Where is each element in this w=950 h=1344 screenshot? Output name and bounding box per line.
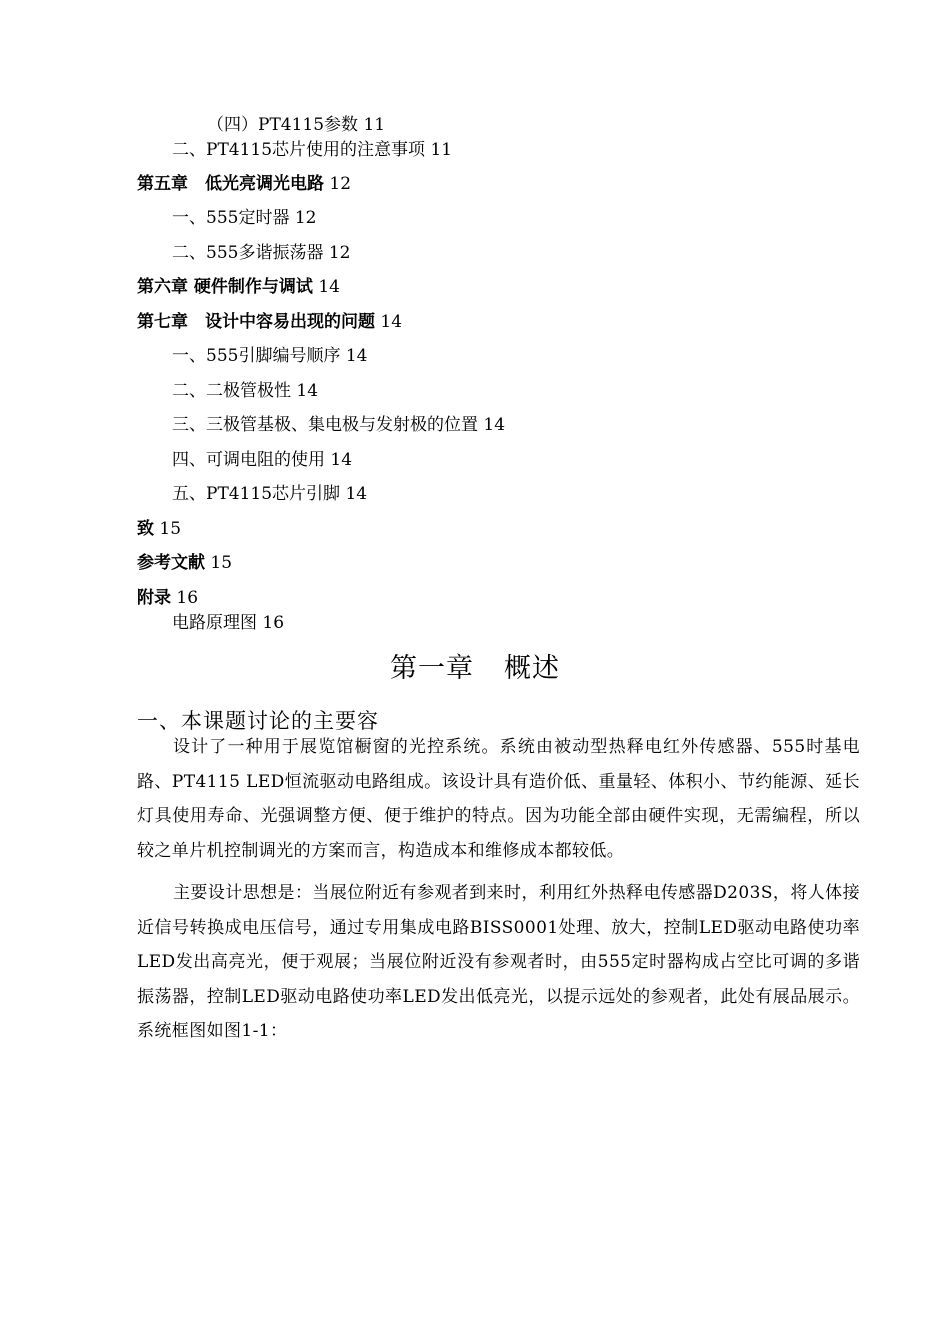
toc-entry-bold: 参考文献	[137, 553, 205, 573]
chapter-title	[0, 652, 950, 686]
toc-entry-bold: 第七章 设计中容易出现的问题	[137, 312, 375, 332]
toc-entry[interactable]	[172, 207, 316, 229]
toc-entry-text: 15	[205, 553, 233, 573]
toc-entry-text: 电路原理图 16	[172, 613, 285, 633]
toc-entry[interactable]	[172, 345, 367, 367]
toc-entry[interactable]	[137, 276, 340, 298]
toc-entry[interactable]	[172, 380, 318, 402]
toc-entry[interactable]	[207, 114, 385, 136]
toc-entry-text: 16	[171, 588, 199, 608]
toc-entry-text: （四）PT4115参数 11	[207, 115, 386, 135]
toc-entry[interactable]	[172, 612, 284, 634]
chapter-number: 第一章	[390, 653, 474, 684]
toc-entry-text: 一、555定时器 12	[172, 208, 317, 228]
toc-entry-text: 14	[312, 277, 340, 297]
body-paragraph: 主要设计思想是：当展位附近有参观者到来时，利用红外热释电传感器D203S，将人体接近信号转换成电压信号，通过专用集成电路BISS0001处理、放大，控制LED驱动电路使功率LED发出高亮光，便于观展；当展位附近没有参观者时，由555定时器构成占空比可调的多谐振荡器，控制LED驱动电路使功率LED发出低亮光，以提示远处的参观者，此处有展品展示。系统框图如图1-1：	[137, 883, 860, 1041]
toc-entry-bold: 致	[137, 519, 154, 539]
toc-entry-text: 14	[375, 312, 403, 332]
toc-entry-text: 一、555引脚编号顺序 14	[172, 346, 368, 366]
body-paragraph: 设计了一种用于展览馆橱窗的光控系统。系统由被动型热释电红外传感器、555时基电路、PT4115 LED恒流驱动电路组成。该设计具有造价低、重量轻、体积小、节约能源、延长灯具使用寿命、光强调整方便、便于维护的特点。因为功能全部由硬件实现，无需编程，所以较之单片机控制调光的方案而言，构造成本和维修成本都较低。	[137, 737, 860, 861]
section-heading: 一、本课题讨论的主要容	[137, 709, 379, 733]
toc-entry[interactable]	[172, 483, 367, 505]
toc-entry[interactable]	[172, 449, 352, 471]
toc-entry-bold: 第五章 低光亮调光电路	[137, 174, 324, 194]
toc-entry-text: 五、PT4115芯片引脚 14	[172, 484, 368, 504]
toc-entry[interactable]	[172, 139, 452, 161]
toc-entry-bold: 附录	[137, 588, 171, 608]
toc-entry[interactable]	[137, 311, 402, 333]
toc-entry[interactable]	[137, 518, 181, 540]
toc-entry[interactable]	[172, 242, 350, 264]
toc-entry-text: 12	[324, 174, 352, 194]
toc-entry-text: 二、二极管极性 14	[172, 381, 319, 401]
toc-entry[interactable]	[137, 173, 351, 195]
toc-entry-text: 四、可调电阻的使用 14	[172, 450, 353, 470]
toc-entry-text: 15	[154, 519, 182, 539]
toc-entry-bold: 第六章 硬件制作与调试	[137, 277, 313, 297]
toc-entry-text: 二、PT4115芯片使用的注意事项 11	[172, 140, 453, 160]
toc-entry[interactable]	[137, 587, 198, 609]
toc-entry-text: 三、三极管基极、集电极与发射极的位置 14	[172, 415, 506, 435]
toc-entry-text: 二、555多谐振荡器 12	[172, 243, 351, 263]
toc-entry[interactable]	[172, 414, 505, 436]
chapter-name: 概述	[504, 653, 560, 684]
toc-entry[interactable]	[137, 552, 232, 574]
